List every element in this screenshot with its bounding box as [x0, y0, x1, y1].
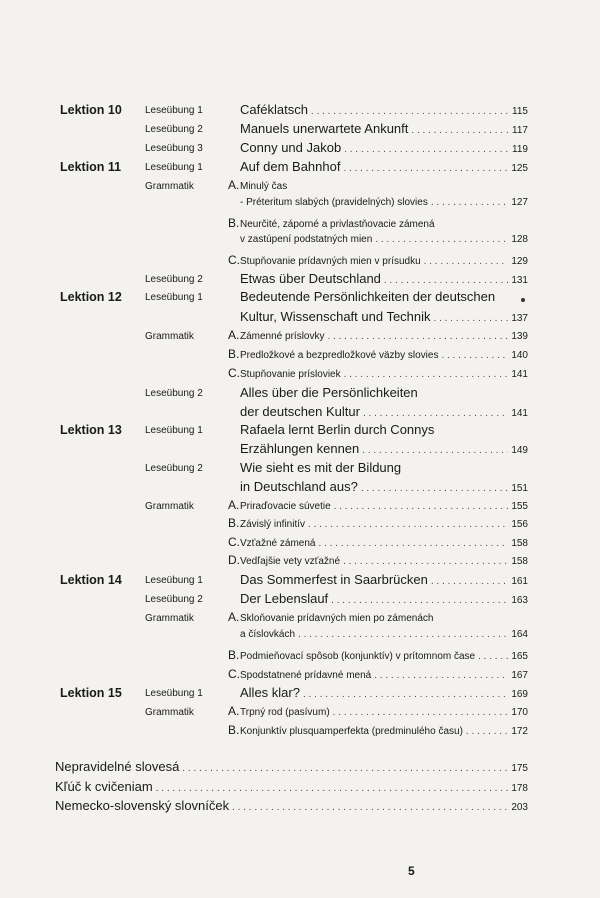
dot-leader [478, 651, 508, 662]
toc-row [0, 309, 600, 327]
entry-title: Priraďovacie súvetie [240, 501, 331, 512]
toc-entry [228, 404, 528, 422]
toc-row [0, 591, 600, 609]
lektion-label: Lektion 14 [60, 573, 122, 587]
section-label: Grammatik [145, 181, 194, 192]
toc-entry [228, 610, 528, 628]
entry-title: Zámenné príslovky [240, 331, 325, 342]
toc-entry [228, 667, 528, 685]
section-label: Grammatik [145, 331, 194, 342]
page-ref: 141 [511, 408, 528, 419]
entry-title: Das Sommerfest in Saarbrücken [240, 572, 428, 587]
page-ref: 131 [511, 275, 528, 286]
dot-leader [331, 595, 508, 606]
back-entry [55, 759, 528, 777]
toc-entry [228, 328, 528, 346]
section-label: Leseübung 1 [145, 162, 203, 173]
entry-title: Stupňovanie prídavných mien v prísudku [240, 256, 421, 267]
entry-title: Podmieňovací spôsob (konjunktív) v prítomnom čase [240, 651, 476, 662]
toc-entry [228, 704, 528, 722]
page-ref: 140 [511, 350, 528, 361]
entry-title: Predložkové a bezpredložkové väzby slovies [240, 350, 439, 361]
item-letter: B. [228, 648, 240, 662]
toc-row [0, 610, 600, 628]
toc-entry [228, 271, 528, 289]
entry-title: Vedľajšie vety vzťažné [240, 556, 341, 567]
entry-title: - Préteritum slabých (pravidelných) slovies [240, 197, 428, 208]
toc-row [0, 385, 600, 403]
toc-entry [228, 347, 528, 365]
entry-title: Konjunktív plusquamperfekta (predminulého času) [240, 726, 463, 737]
section-label: Leseübung 1 [145, 105, 203, 116]
page-ref: 137 [511, 313, 528, 324]
toc-row [0, 216, 600, 234]
toc-entry [228, 591, 528, 609]
item-letter: B. [228, 723, 240, 737]
entry-title: Skloňovanie prídavných mien po zámenách [240, 613, 434, 624]
entry-title: Spodstatnené prídavné mená [240, 670, 372, 681]
toc-row [0, 422, 600, 440]
page-ref: 129 [511, 256, 528, 267]
section-label: Grammatik [145, 707, 194, 718]
entry-title: Auf dem Bahnhof [240, 159, 341, 174]
ink-dot [521, 298, 525, 302]
page-ref: 163 [511, 595, 528, 606]
dot-leader [334, 501, 509, 512]
dot-leader [303, 689, 508, 700]
item-letter: B. [228, 216, 240, 230]
toc-row [0, 648, 600, 666]
dot-leader [344, 369, 509, 380]
page-ref: 170 [511, 707, 528, 718]
toc-row [0, 479, 600, 497]
entry-title: Wie sieht es mit der Bildung [240, 460, 402, 475]
back-row [0, 759, 600, 777]
page-ref: 167 [511, 670, 528, 681]
page-ref: 128 [511, 234, 528, 245]
dot-leader [434, 313, 509, 324]
section-label: Leseübung 3 [145, 143, 203, 154]
dot-leader [424, 256, 509, 267]
entry-title: Erzählungen kennen [240, 441, 360, 456]
toc-row [0, 498, 600, 516]
page-ref: 119 [512, 144, 528, 155]
entry-title: Neurčité, záporné a privlastňovacie zámená [240, 219, 435, 230]
dot-leader [431, 576, 508, 587]
page-ref: 115 [512, 106, 528, 117]
toc-entry [228, 178, 528, 196]
toc-entry [228, 234, 528, 252]
item-letter: C. [228, 535, 240, 549]
toc-row [0, 328, 600, 346]
dot-leader [232, 802, 508, 813]
entry-title: Minulý čas [240, 181, 288, 192]
lektion-label: Lektion 10 [60, 103, 122, 117]
section-label: Leseübung 2 [145, 388, 203, 399]
page-ref: 158 [511, 556, 528, 567]
dot-leader [466, 726, 508, 737]
toc-entry [228, 629, 528, 647]
entry-title: Nemecko-slovenský slovníček [55, 798, 230, 813]
toc-entry [228, 553, 528, 571]
page-ref: 175 [511, 763, 528, 774]
lektion-label: Lektion 12 [60, 290, 122, 304]
toc-entry [228, 441, 528, 459]
toc-row [0, 460, 600, 478]
toc-entry [228, 723, 528, 741]
toc-row [0, 140, 600, 158]
entry-title: a číslovkách [240, 629, 296, 640]
section-label: Leseübung 2 [145, 594, 203, 605]
toc-entry [228, 685, 528, 703]
entry-title: Kľúč k cvičeniam [55, 779, 153, 794]
toc-row [0, 723, 600, 741]
toc-row [0, 178, 600, 196]
back-row [0, 779, 600, 797]
toc-entry [228, 498, 528, 516]
dot-leader [375, 234, 508, 245]
section-label: Leseübung 2 [145, 124, 203, 135]
back-entry [55, 798, 528, 816]
page-ref: 151 [511, 483, 528, 494]
toc-entry [228, 535, 528, 553]
toc-row [0, 404, 600, 422]
item-letter: A. [228, 328, 240, 342]
entry-title: Stupňovanie prísloviek [240, 369, 341, 380]
dot-leader [298, 629, 508, 640]
dot-leader [411, 125, 509, 136]
dot-leader [311, 106, 509, 117]
item-letter: C. [228, 253, 240, 267]
toc-row [0, 159, 600, 177]
section-label: Leseübung 1 [145, 575, 203, 586]
back-row [0, 798, 600, 816]
dot-leader [362, 445, 508, 456]
entry-title: Trpný rod (pasívum) [240, 707, 330, 718]
item-letter: C. [228, 366, 240, 380]
toc-entry [228, 366, 528, 384]
toc-entry [228, 572, 528, 590]
lektion-label: Lektion 11 [60, 160, 122, 174]
dot-leader [344, 144, 509, 155]
page-ref: 172 [511, 726, 528, 737]
toc-row [0, 629, 600, 647]
section-label: Leseübung 2 [145, 463, 203, 474]
entry-title: Etwas über Deutschland [240, 271, 381, 286]
page-ref: 149 [511, 445, 528, 456]
toc-row [0, 516, 600, 534]
entry-title: Bedeutende Persönlichkeiten der deutschen [240, 289, 496, 304]
page-ref: 139 [511, 331, 528, 342]
toc-row [0, 704, 600, 722]
section-label: Grammatik [145, 613, 194, 624]
toc-row [0, 441, 600, 459]
lektion-label: Lektion 13 [60, 423, 122, 437]
lektion-label: Lektion 15 [60, 686, 122, 700]
dot-leader [343, 556, 508, 567]
toc-entry [228, 648, 528, 666]
section-label: Grammatik [145, 501, 194, 512]
dot-leader [318, 538, 508, 549]
entry-title: Vzťažné zámená [240, 538, 316, 549]
toc-row [0, 366, 600, 384]
toc-row [0, 685, 600, 703]
toc-row [0, 553, 600, 571]
page-ref: 127 [511, 197, 528, 208]
toc-entry [228, 121, 528, 139]
toc-entry [228, 197, 528, 215]
item-letter: C. [228, 667, 240, 681]
page-number: 5 [408, 864, 415, 878]
entry-title: in Deutschland aus? [240, 479, 358, 494]
dot-leader [431, 197, 508, 208]
toc-entry [228, 460, 528, 478]
toc-row [0, 535, 600, 553]
item-letter: B. [228, 347, 240, 361]
item-letter: D. [228, 553, 240, 567]
dot-leader [182, 763, 508, 774]
section-label: Leseübung 1 [145, 425, 203, 436]
dot-leader [361, 483, 509, 494]
section-label: Leseübung 2 [145, 274, 203, 285]
page-ref: 203 [511, 802, 528, 813]
toc-entry [228, 309, 528, 327]
entry-title: Manuels unerwartete Ankunft [240, 121, 409, 136]
entry-title: der deutschen Kultur [240, 404, 360, 419]
dot-leader [333, 707, 509, 718]
dot-leader [327, 331, 508, 342]
dot-leader [363, 408, 508, 419]
toc-entry [228, 385, 528, 403]
page-ref: 178 [511, 783, 528, 794]
item-letter: A. [228, 704, 240, 718]
item-letter: A. [228, 610, 240, 624]
toc-row [0, 289, 600, 307]
item-letter: A. [228, 498, 240, 512]
toc-row [0, 102, 600, 120]
page-ref: 117 [512, 125, 528, 136]
dot-leader [441, 350, 508, 361]
entry-title: v zastúpení podstatných mien [240, 234, 373, 245]
page-ref: 161 [511, 576, 528, 587]
toc-row [0, 347, 600, 365]
entry-title: Kultur, Wissenschaft und Technik [240, 309, 431, 324]
dot-leader [156, 783, 509, 794]
toc-entry [228, 140, 528, 158]
toc-entry [228, 422, 528, 440]
toc-entry [228, 253, 528, 271]
entry-title: Rafaela lernt Berlin durch Connys [240, 422, 435, 437]
entry-title: Der Lebenslauf [240, 591, 329, 606]
toc-row [0, 234, 600, 252]
page-ref: 169 [511, 689, 528, 700]
page-ref: 158 [511, 538, 528, 549]
dot-leader [308, 519, 508, 530]
toc-row [0, 253, 600, 271]
section-label: Leseübung 1 [145, 688, 203, 699]
page-ref: 155 [511, 501, 528, 512]
dot-leader [343, 163, 508, 174]
toc-row [0, 271, 600, 289]
entry-title: Alles klar? [240, 685, 300, 700]
entry-title: Závislý infinitív [240, 519, 306, 530]
toc-row [0, 572, 600, 590]
entry-title: Conny und Jakob [240, 140, 342, 155]
page-ref: 164 [511, 629, 528, 640]
back-entry [55, 779, 528, 797]
dot-leader [384, 275, 508, 286]
toc-entry [228, 479, 528, 497]
section-label: Leseübung 1 [145, 292, 203, 303]
dot-leader [374, 670, 508, 681]
toc-entry [228, 516, 528, 534]
page-ref: 125 [511, 163, 528, 174]
item-letter: A. [228, 178, 240, 192]
page-ref: 165 [511, 651, 528, 662]
entry-title: Alles über die Persönlichkeiten [240, 385, 418, 400]
toc-row [0, 121, 600, 139]
entry-title: Nepravidelné slovesá [55, 759, 180, 774]
item-letter: B. [228, 516, 240, 530]
toc-row [0, 197, 600, 215]
page-ref: 141 [511, 369, 528, 380]
toc-entry [228, 216, 528, 234]
toc-entry [228, 102, 528, 120]
entry-title: Caféklatsch [240, 102, 308, 117]
toc-entry [228, 289, 528, 307]
toc-row [0, 667, 600, 685]
page-ref: 156 [511, 519, 528, 530]
toc-entry [228, 159, 528, 177]
